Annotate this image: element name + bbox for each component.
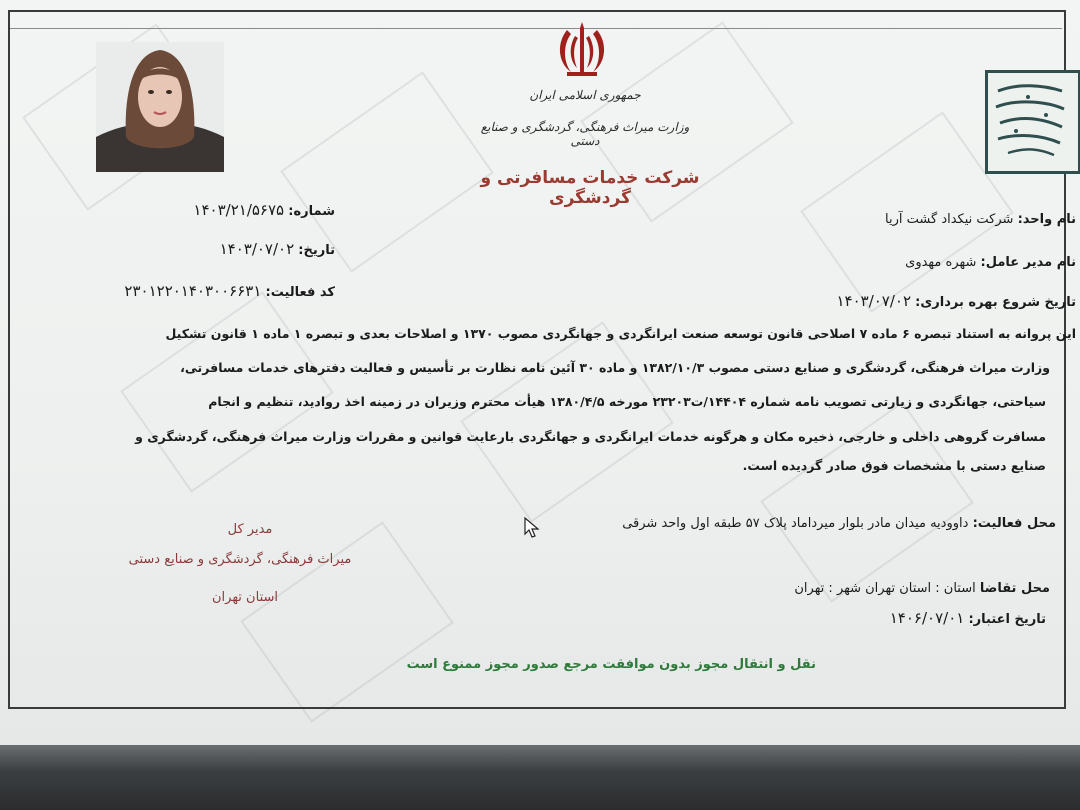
unit-name-field	[885, 212, 1076, 227]
request-field	[794, 581, 1050, 596]
start-date-field	[836, 292, 1076, 310]
request-value: استان : استان تهران شهر : تهران	[794, 581, 976, 596]
activity-code-value: ۲۳۰۱۲۲۰۱۴۰۳۰۰۶۶۳۱	[124, 282, 262, 300]
ceo-field	[905, 255, 1076, 270]
number-label: شماره:	[288, 204, 335, 219]
activity-code-label: کد فعالیت:	[265, 285, 335, 300]
activity-code-field	[124, 282, 335, 300]
number-value: ۱۴۰۳/۲۱/۵۶۷۵	[193, 201, 285, 219]
ceo-label: نام مدیر عامل:	[980, 255, 1076, 270]
location-field	[622, 516, 1056, 531]
body-line: صنایع دستی با مشخصات فوق صادر گردیده است.	[742, 458, 1046, 473]
body-line: سیاحتی، جهانگردی و زیارتی تصویب نامه شماره ۱۴۴۰۴/ت۲۳۲۰۳ مورخه ۱۳۸۰/۴/۵ هیأت محترم وزیران در زمینه اخذ روادید، تنظیم و انجام	[208, 394, 1046, 409]
location-value: داوودیه میدان مادر بلوار میرداماد پلاک ۵۷ طبقه اول واحد شرقی	[622, 516, 969, 531]
body-line: وزارت میراث فرهنگی، گردشگری و صنایع دستی مصوب ۱۳۸۲/۱۰/۳ و ماده ۳۰ آئین نامه نظارت بر تأسیس و فعالیت دفترهای خدمات مسافرتی،	[180, 360, 1050, 375]
mouse-cursor-icon	[524, 517, 540, 539]
date-label: تاریخ:	[298, 243, 335, 258]
ministry-logo	[985, 70, 1080, 174]
monitor-bezel	[0, 745, 1080, 810]
unit-name-label: نام واحد:	[1017, 212, 1076, 227]
republic-text: جمهوری اسلامی ایران	[529, 88, 641, 102]
validity-label: تاریخ اعتبار:	[968, 612, 1046, 627]
validity-value: ۱۴۰۶/۰۷/۰۱	[889, 609, 965, 627]
holder-photo	[96, 42, 224, 172]
start-date-value: ۱۴۰۳/۰۷/۰۲	[836, 292, 912, 310]
validity-field	[890, 609, 1046, 627]
date-field	[220, 240, 335, 258]
location-label: محل فعالیت:	[972, 516, 1056, 531]
ministry-text: وزارت میراث فرهنگی، گردشگری و صنایع دستی	[480, 120, 690, 148]
number-field	[193, 201, 335, 219]
date-value: ۱۴۰۳/۰۷/۰۲	[219, 240, 295, 258]
calligraphy-logo-icon	[988, 73, 1072, 165]
certificate-title: شرکت خدمات مسافرتی و گردشگری	[480, 168, 700, 208]
iran-emblem-icon	[553, 22, 611, 82]
signature-province: استان تهران	[211, 590, 278, 605]
signature-office: میراث فرهنگی، گردشگری و صنایع دستی	[128, 552, 352, 567]
unit-name-value: شرکت نیکداد گشت آریا	[885, 212, 1014, 227]
transfer-note: نقل و انتقال مجوز بدون موافقت مرجع صدور مجوز ممنوع است	[406, 657, 816, 672]
signature-title: مدیر کل	[227, 522, 273, 537]
body-line: مسافرت گروهی داخلی و خارجی، ذخیره مکان و هرگونه خدمات ایرانگردی و جهانگردی بارعایت قوانین و مقررات وزارت میراث فرهنگی، گردشگری و	[135, 429, 1046, 444]
ceo-value: شهره مهدوی	[905, 255, 977, 270]
start-date-label: تاریخ شروع بهره برداری:	[915, 295, 1076, 310]
request-label: محل تقاضا	[979, 581, 1050, 596]
body-line: این پروانه به استناد تبصره ۶ ماده ۷ اصلاحی قانون توسعه صنعت ایرانگردی و جهانگردی مصوب ۱۳۷۰ و اصلاحات بعدی و تبصره ۱ ماده ۱ قانون تشکیل	[165, 326, 1076, 341]
